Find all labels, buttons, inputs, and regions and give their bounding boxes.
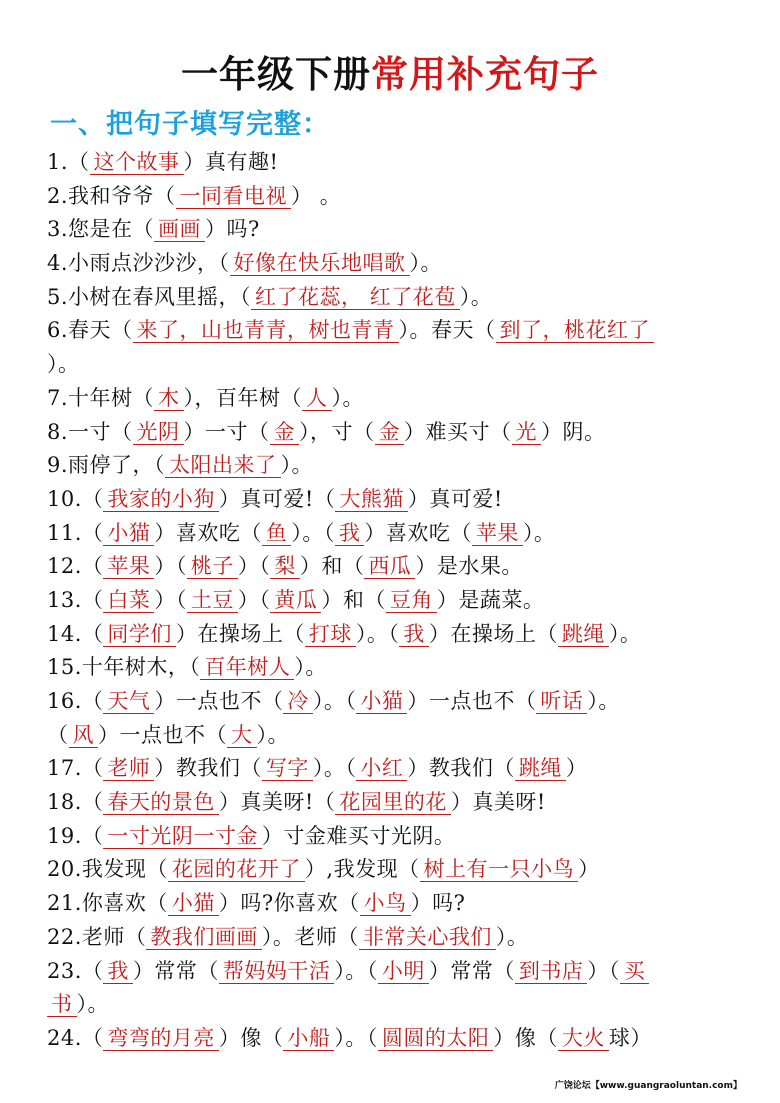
sentence-text: 19.（ <box>47 823 104 848</box>
sentence-text: ）（ <box>154 554 187 579</box>
sentence-line <box>47 685 747 719</box>
answer-fill: 一同看电视 <box>176 184 292 209</box>
sentence-text: ）教我们（ <box>407 756 515 781</box>
section-heading: 一、把句子填写完整： <box>50 109 330 140</box>
answer-fill: 光阴 <box>133 420 184 445</box>
answer-fill: 苹果 <box>103 554 154 579</box>
answer-fill: 来了，山也青青，树也青青 <box>133 318 399 343</box>
sentence-text: ） <box>565 756 588 781</box>
sentence-line <box>47 988 747 1022</box>
sentence-text: ）在操场上（ <box>175 621 305 646</box>
answer-fill: 这个故事 <box>90 150 184 175</box>
sentence-text: ）吗? <box>410 891 466 916</box>
sentence-text: ）阴。 <box>541 419 606 444</box>
answer-fill: 我 <box>335 521 365 546</box>
sentence-text: ）真美呀!（ <box>218 790 336 815</box>
sentence-text: ）。老师（ <box>261 924 359 949</box>
sentence-line <box>47 483 747 517</box>
answer-fill: 我 <box>103 959 133 984</box>
sentence-text: 14.（ <box>47 621 104 646</box>
answer-fill: 老师 <box>103 756 154 781</box>
sentence-text: 16.（ <box>47 689 104 713</box>
answer-fill: 圆圆的太阳 <box>378 1026 494 1051</box>
sentence-line <box>47 1022 747 1056</box>
answer-fill: 豆角 <box>386 588 437 613</box>
sentence-text: ）（ <box>237 587 271 612</box>
answer-fill: 树上有一只小鸟 <box>420 857 579 882</box>
sentence-text: ）真可爱! <box>407 486 503 511</box>
footer-watermark: 广饶论坛【www.guangraoluntan.com】 <box>554 1081 742 1091</box>
answer-fill: 帮妈妈干活 <box>219 959 335 984</box>
sentence-text: ）。 <box>587 689 620 713</box>
sentence-text: ）寸金难买寸光阴。 <box>261 823 456 848</box>
answer-fill: 小明 <box>378 959 429 984</box>
sentence-line <box>47 146 747 180</box>
sentence-line <box>47 719 747 753</box>
sentence-text: 21.你喜欢（ <box>47 891 168 916</box>
sentence-text: ）常常（ <box>428 958 515 983</box>
sentence-line <box>47 416 747 450</box>
answer-fill: 木 <box>154 386 184 411</box>
sentence-text: 15.十年树木，（ <box>47 655 201 680</box>
sentence-text: 23.（ <box>47 958 104 983</box>
answer-fill: 小鸟 <box>360 891 411 916</box>
sentence-text: ）一点也不（ <box>154 689 284 713</box>
sentence-text: ）教我们（ <box>154 756 262 781</box>
sentence-text: 9.雨停了，（ <box>47 453 166 478</box>
sentence-line <box>47 314 747 348</box>
sentence-text: ）。 <box>294 655 327 680</box>
answer-fill: 到书店 <box>515 959 588 984</box>
sentence-text: ） 。 <box>291 183 342 208</box>
sentence-text: ）（ <box>237 554 271 579</box>
answer-fill: 黄瓜 <box>270 588 321 613</box>
sentence-text: ）喜欢吃（ <box>364 520 472 545</box>
sentence-text: ）真可爱!（ <box>218 486 336 511</box>
answer-fill: 大 <box>227 723 257 748</box>
sentence-line <box>47 348 747 382</box>
sentence-text: ）喜欢吃（ <box>154 520 262 545</box>
sentence-text: 7.十年树（ <box>47 385 155 410</box>
sentence-line <box>47 517 747 551</box>
sentence-text: ）一点也不（ <box>407 689 537 713</box>
answer-fill: 买 <box>620 959 650 984</box>
answer-fill: 太阳出来了 <box>165 453 281 478</box>
sentence-line <box>47 213 747 247</box>
sentence-text: ）真有趣! <box>183 150 279 174</box>
answer-fill: 大熊猫 <box>335 487 408 512</box>
sentence-text: ）一点也不（ <box>98 722 227 747</box>
sentence-text: 10.（ <box>47 486 104 511</box>
sentence-text: ）在操场上（ <box>428 621 558 646</box>
sentence-text: 2.我和爷爷（ <box>47 183 176 208</box>
title-part-red: 常用补充句子 <box>371 53 599 96</box>
answer-fill: 弯弯的月亮 <box>103 1026 219 1051</box>
sentence-text: ）难买寸（ <box>404 419 512 444</box>
sentence-text: ）吗? <box>205 217 260 242</box>
sentence-text: 3.您是在（ <box>47 217 155 242</box>
answer-fill: 金 <box>375 420 405 445</box>
answer-fill: 同学们 <box>103 622 176 647</box>
sentence-line <box>47 247 747 281</box>
sentence-text: ）。（ <box>291 520 335 545</box>
sentence-line <box>47 651 747 685</box>
sentence-text: ）。 <box>459 284 493 309</box>
answer-fill: 光 <box>512 420 542 445</box>
sentence-text: 球） <box>608 1025 652 1050</box>
sentence-line <box>47 853 747 887</box>
page-title <box>0 50 780 100</box>
answer-fill: 梨 <box>270 554 300 579</box>
answer-fill: 小猫 <box>168 891 219 916</box>
sentence-line <box>47 955 747 989</box>
sentence-text: 4.小雨点沙沙沙，（ <box>47 251 230 276</box>
answer-fill: 小船 <box>283 1026 334 1051</box>
sentence-text: ）。（ <box>334 1025 378 1050</box>
answer-fill: 画画 <box>154 217 205 242</box>
sentence-text: ）。 <box>331 385 365 410</box>
sentence-text: ）。（ <box>334 958 378 983</box>
sentence-text: 5.小树在春风里摇，（ <box>47 284 252 309</box>
answer-fill: 大火 <box>558 1026 609 1051</box>
sentence-text: ）是蔬菜。 <box>436 587 545 612</box>
answer-fill: 西瓜 <box>364 554 415 579</box>
sentence-text: ）。 <box>280 453 314 478</box>
sentence-text: ）。 <box>409 251 443 276</box>
answer-fill: 非常关心我们 <box>359 925 496 950</box>
sentence-text: （ <box>47 722 69 747</box>
sentence-text: ），寸（ <box>299 419 375 444</box>
sentence-line <box>47 382 747 416</box>
sentence-text: ）像（ <box>493 1025 558 1050</box>
answer-fill: 花园里的花 <box>335 790 451 815</box>
sentence-text: ）。 <box>76 992 109 1017</box>
sentence-line <box>47 820 747 854</box>
answer-fill: 春天的景色 <box>103 790 219 815</box>
sentence-text: ）。 <box>495 924 529 949</box>
sentence-text: ）常常（ <box>132 958 219 983</box>
answer-fill: 冷 <box>283 689 313 714</box>
answer-fill: 打球 <box>305 622 356 647</box>
sentence-text: ）吗?你喜欢（ <box>218 891 360 916</box>
sentence-line <box>47 887 747 921</box>
sentence-list <box>47 146 747 1056</box>
answer-fill: 好像在快乐地唱歌 <box>230 251 410 276</box>
sentence-line <box>47 618 747 652</box>
sentence-text: ）。（ <box>312 756 357 781</box>
sentence-line <box>47 584 747 618</box>
sentence-text: ）（ <box>154 587 187 612</box>
sentence-text: ）,我发现（ <box>304 857 420 882</box>
answer-fill: 天气 <box>103 689 154 714</box>
sentence-line <box>47 180 747 214</box>
answer-fill: 教我们画画 <box>146 925 262 950</box>
answer-fill: 跳绳 <box>558 622 609 647</box>
sentence-line <box>47 786 747 820</box>
sentence-text: 8.一寸（ <box>47 419 133 444</box>
sentence-text: ）。 <box>47 352 80 377</box>
sentence-text: 17.（ <box>47 756 104 781</box>
sentence-line <box>47 550 747 584</box>
answer-fill: 人 <box>302 386 332 411</box>
answer-fill: 花园的花开了 <box>168 857 305 882</box>
answer-fill: 桃子 <box>187 554 238 579</box>
sentence-text: ） <box>578 857 600 882</box>
answer-fill: 小红 <box>356 756 407 781</box>
answer-fill: 我 <box>399 622 429 647</box>
answer-fill: 到了，桃花红了 <box>496 318 655 343</box>
answer-fill: 红了花蕊， 红了花苞 <box>251 285 460 310</box>
sentence-text: 1.（ <box>47 150 90 174</box>
sentence-text: ）（ <box>587 958 620 983</box>
sentence-text: ）。 <box>608 621 642 646</box>
sentence-text: ），百年树（ <box>183 385 303 410</box>
sentence-text: ）和（ <box>321 587 386 612</box>
sentence-text: ）。（ <box>355 621 400 646</box>
answer-fill: 写字 <box>262 756 313 781</box>
answer-fill: 风 <box>69 723 99 748</box>
sentence-text: ）。春天（ <box>398 318 496 343</box>
answer-fill: 跳绳 <box>515 756 566 781</box>
sentence-text: 13.（ <box>47 587 104 612</box>
sentence-line <box>47 921 747 955</box>
sentence-text: ）和（ <box>299 554 365 579</box>
answer-fill: 书 <box>47 992 77 1017</box>
answer-fill: 小猫 <box>356 689 407 714</box>
answer-fill: 我家的小狗 <box>103 487 219 512</box>
sentence-text: 6.春天（ <box>47 318 133 343</box>
sentence-text: 24.（ <box>47 1025 104 1050</box>
answer-fill: 小猫 <box>103 521 154 546</box>
title-part-black: 一年级下册 <box>181 53 371 96</box>
sentence-line <box>47 752 747 786</box>
sentence-text: ）一寸（ <box>183 419 270 444</box>
sentence-text: 20.我发现（ <box>47 857 168 882</box>
sentence-text: ）。（ <box>312 689 357 713</box>
sentence-text: 12.（ <box>47 554 104 579</box>
answer-fill: 一寸光阴一寸金 <box>103 824 262 849</box>
sentence-text: ）像（ <box>218 1025 284 1050</box>
answer-fill: 白菜 <box>103 588 154 613</box>
sentence-text: ）。 <box>256 722 289 747</box>
sentence-text: 22.老师（ <box>47 924 147 949</box>
sentence-text: 18.（ <box>47 790 104 815</box>
answer-fill: 鱼 <box>262 521 292 546</box>
answer-fill: 金 <box>270 420 300 445</box>
sentence-line <box>47 449 747 483</box>
sentence-text: ）是水果。 <box>415 554 523 579</box>
sentence-text: ）真美呀! <box>450 790 546 815</box>
sentence-line <box>47 281 747 315</box>
answer-fill: 听话 <box>536 689 587 714</box>
answer-fill: 苹果 <box>472 521 523 546</box>
answer-fill: 土豆 <box>187 588 238 613</box>
sentence-text: ）。 <box>522 520 556 545</box>
answer-fill: 百年树人 <box>200 655 294 680</box>
sentence-text: 11.（ <box>47 520 104 545</box>
